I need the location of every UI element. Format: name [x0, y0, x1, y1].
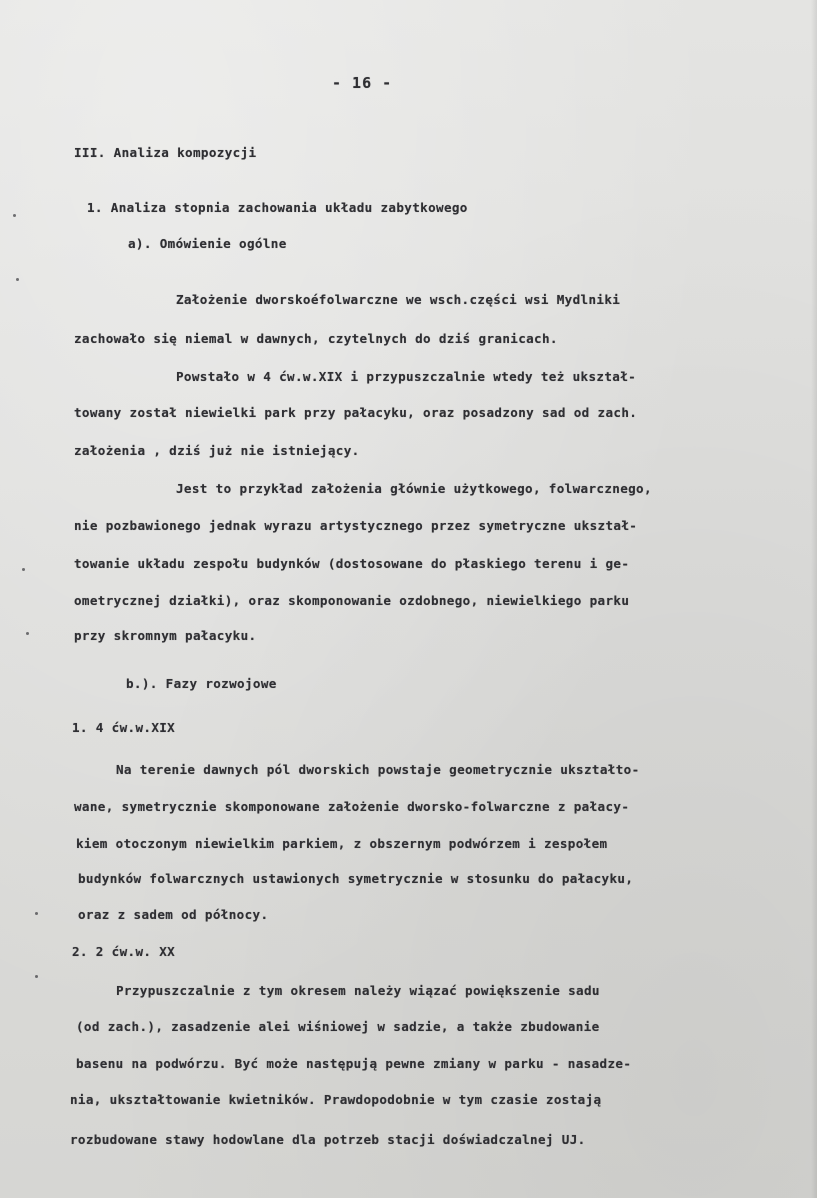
phase-line: wane, symetrycznie skomponowane założenie dworsko-folwarczne z pałacy- [74, 799, 630, 814]
paragraph-line: zachowało się niemal w dawnych, czytelnych do dziś granicach. [74, 331, 558, 346]
paragraph-line: Założenie dworskoéfolwarczne we wsch.części wsi Mydlniki [176, 292, 621, 307]
paragraph-line: towany został niewielki park przy pałacyku, oraz posadzony sad od zach. [74, 405, 638, 420]
phase-line: Przypuszczalnie z tym okresem należy wiązać powiększenie sadu [116, 983, 600, 998]
phase-line: rozbudowane stawy hodowlane dla potrzeb stacji doświadczalnej UJ. [70, 1132, 586, 1147]
margin-mark [35, 975, 38, 978]
phase-line: kiem otoczonym niewielkim parkiem, z obszernym podwórzem i zespołem [76, 836, 608, 851]
margin-mark [22, 568, 25, 571]
page-edge-shadow [811, 0, 817, 1198]
phase-line: budynków folwarcznych ustawionych symetrycznie w stosunku do pałacyku, [78, 871, 634, 886]
phase-line: Na terenie dawnych pól dworskich powstaje geometrycznie ukształto- [116, 762, 640, 777]
phase-2-heading: 2. 2 ćw.w. XX [72, 944, 176, 959]
paragraph-line: Powstało w 4 ćw.w.XIX i przypuszczalnie wtedy też ukształ- [176, 369, 637, 384]
paragraph-line: towanie układu zespołu budynków (dostosowane do płaskiego terenu i ge- [74, 556, 630, 571]
phase-line: (od zach.), zasadzenie alei wiśniowej w sadzie, a także zbudowanie [76, 1019, 600, 1034]
phase-line: nia, ukształtowanie kwietników. Prawdopodobnie w tym czasie zostają [70, 1092, 602, 1107]
margin-mark [16, 278, 19, 281]
margin-mark [26, 632, 29, 635]
point-b-heading: b.). Fazy rozwojowe [126, 676, 277, 691]
phase-1-heading: 1. 4 ćw.w.XIX [72, 720, 176, 735]
subsection-heading: 1. Analiza stopnia zachowania układu zabytkowego [87, 200, 468, 215]
paragraph-line: przy skromnym pałacyku. [74, 628, 257, 643]
phase-line: basenu na podwórzu. Być może następują pewne zmiany w parku - nasadze- [76, 1056, 632, 1071]
paragraph-line: nie pozbawionego jednak wyrazu artystycznego przez symetryczne ukształ- [74, 518, 638, 533]
margin-mark [13, 214, 16, 217]
page-number: - 16 - [332, 74, 393, 92]
paragraph-line: założenia , dziś już nie istniejący. [74, 443, 360, 458]
margin-mark [35, 912, 38, 915]
point-a-heading: a). Omówienie ogólne [128, 236, 287, 251]
paragraph-line: Jest to przykład założenia głównie użytkowego, folwarcznego, [176, 481, 652, 496]
paragraph-line: ometrycznej działki), oraz skomponowanie ozdobnego, niewielkiego parku [74, 593, 630, 608]
phase-line: oraz z sadem od północy. [78, 907, 269, 922]
section-heading: III. Analiza kompozycji [74, 145, 257, 160]
